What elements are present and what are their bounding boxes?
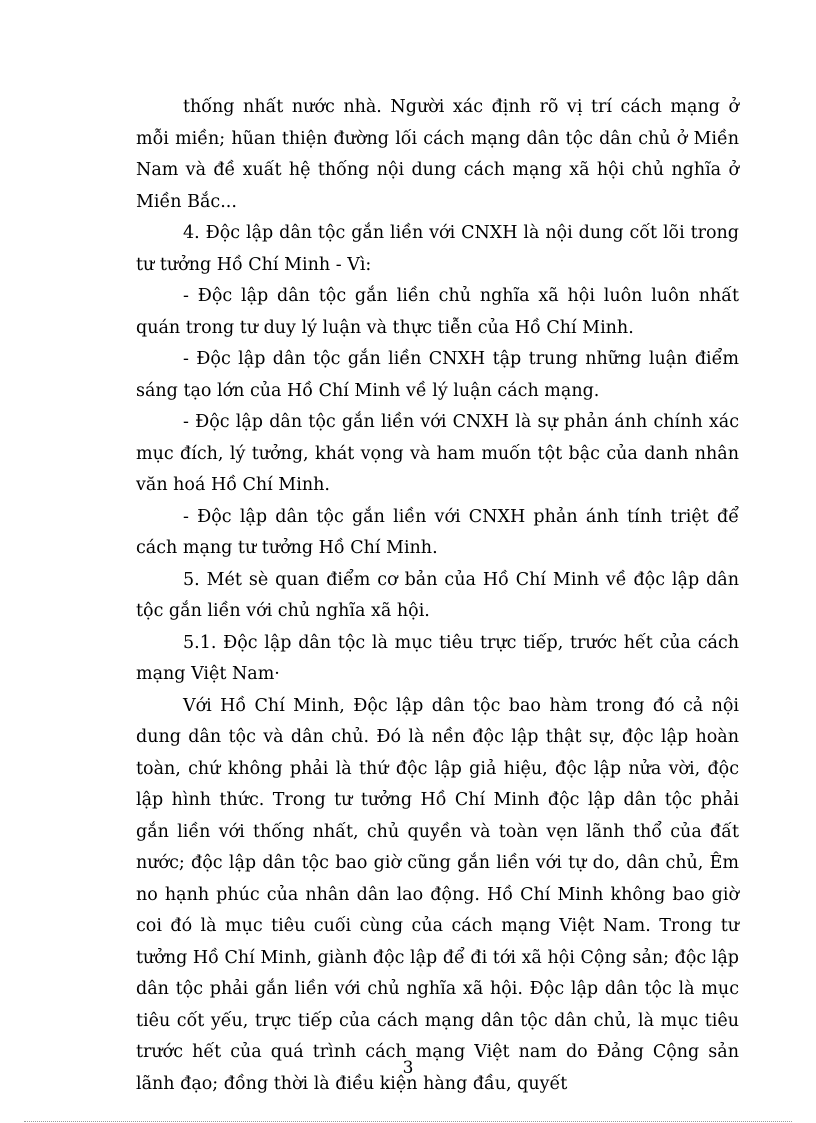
page-number: 3 [402,1058,414,1078]
page-divider [24,1121,792,1122]
paragraph-body: Với Hồ Chí Minh, Độc lập dân tộc bao hàm trong đó cả nội dung dân tộc và dân chủ. Đó là nền độc lập thật sự, độc lập hoàn toàn, chứ không phải là thứ độc lập giả hiệu, độc lập nửa vời, độc lập hình thức. Trong tư tưởng Hồ Chí Minh độc lập dân tộc phải gắn liền với thống nhất, chủ quyền và toàn vẹn lãnh thổ của đất nước; độc lập dân tộc bao giờ cũng gắn liền với tự do, dân chủ, Êm no hạnh phúc của nhân dân lao động. Hồ Chí Minh không bao giờ coi đó là mục tiêu cuối cùng của cách mạng Việt Nam. Trong tư tưởng Hồ Chí Minh, giành độc lập để đi tới xã hội Cộng sản; độc lập dân tộc phải gắn liền với chủ nghĩa xã hội. Độc lập dân tộc là mục tiêu cốt yếu, trực tiếp của cách mạng dân tộc dân chủ, là mục tiêu trước hết của quá trình cách mạng Việt nam do Đảng Cộng sản lãnh đạo; đồng thời là điều kiện hàng đầu, quyết [136,695,739,1094]
paragraph-bullet: - Độc lập dân tộc gắn liền CNXH tập trung những luận điểm sáng tạo lớn của Hồ Chí Minh về lý luận cách mạng. [136,349,739,401]
paragraph-bullet: - Độc lập dân tộc gắn liền chủ nghĩa xã hội luôn luôn nhất quán trong tư duy lý luận và thực tiễn của Hồ Chí Minh. [136,286,739,338]
paragraph-bullet: - Độc lập dân tộc gắn liền với CNXH là sự phản ánh chính xác mục đích, lý tưởng, khát vọng và ham muốn tột bậc của danh nhân văn hoá Hồ Chí Minh. [136,412,739,495]
paragraph: thống nhất nước nhà. Người xác định rõ vị trí cách mạng ở mỗi miền; hũan thiện đường lối cách mạng dân tộc dân chủ ở Miền Nam và đề xuất hệ thống nội dung cách mạng xã hội chủ nghĩa ở Miền Bắc... [136,97,739,212]
paragraph-heading-5: 5. Mét sè quan điểm cơ bản của Hồ Chí Minh về độc lập dân tộc gắn liền với chủ nghĩa xã hội. [136,569,739,621]
paragraph-bullet: - Độc lập dân tộc gắn liền với CNXH phản ánh tính triệt để cách mạng tư tưởng Hồ Chí Minh. [136,506,739,558]
paragraph-heading-5-1: 5.1. Độc lập dân tộc là mục tiêu trực tiếp, trước hết của cách mạng Việt Nam· [136,632,739,684]
paragraph-block [136,92,739,1100]
paragraph-heading-4: 4. Độc lập dân tộc gắn liền với CNXH là nội dung cốt lõi trong tư tưởng Hồ Chí Minh - Vì: [136,223,739,275]
body-text [136,92,739,1100]
